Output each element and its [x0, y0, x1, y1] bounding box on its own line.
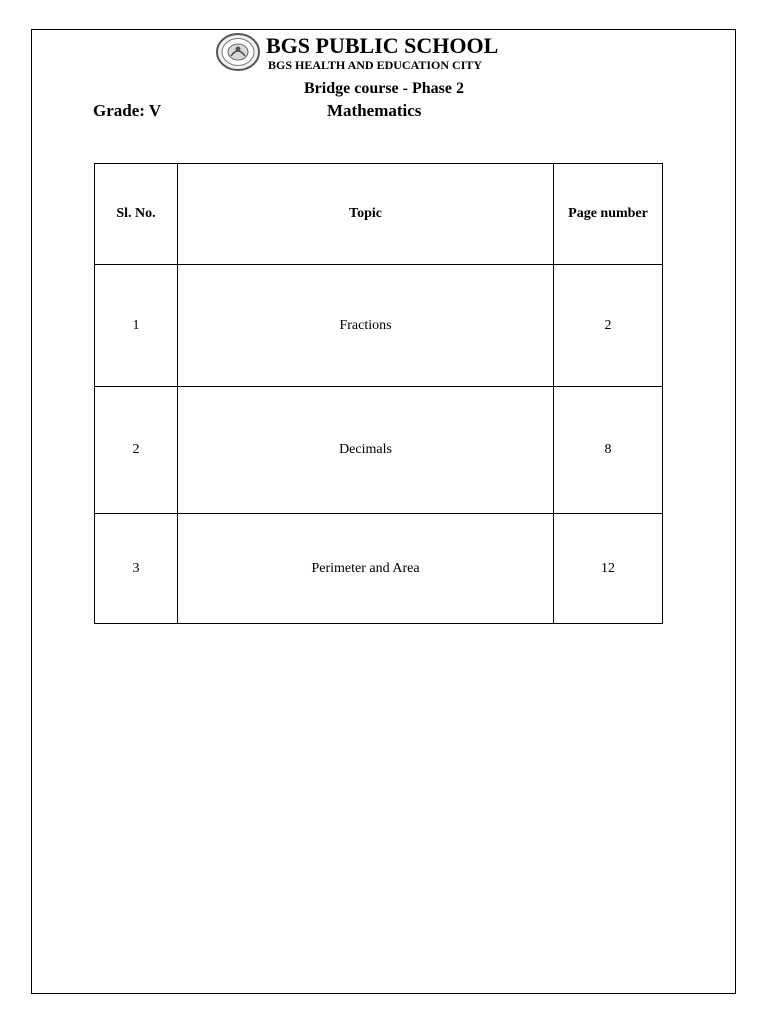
- cell-sl-no: 3: [95, 514, 178, 624]
- grade-label: Grade: V: [93, 101, 162, 120]
- cell-sl-no: 2: [95, 387, 178, 514]
- table-row: [95, 387, 663, 514]
- course-title: Bridge course - Phase 2: [304, 80, 464, 97]
- cell-sl-no: 1: [95, 265, 178, 387]
- cell-topic: Perimeter and Area: [178, 514, 554, 624]
- contents-table: [94, 163, 663, 624]
- cell-topic: Decimals: [178, 387, 554, 514]
- column-header-topic: Topic: [178, 164, 554, 265]
- column-header-sl-no: Sl. No.: [95, 164, 178, 265]
- table-header-row: [95, 164, 663, 265]
- school-subtitle: BGS HEALTH AND EDUCATION CITY: [268, 58, 483, 72]
- subject-label: Mathematics: [327, 101, 422, 120]
- table-row: [95, 514, 663, 624]
- table-row: [95, 265, 663, 387]
- cell-page-number: 8: [554, 387, 663, 514]
- cell-topic: Fractions: [178, 265, 554, 387]
- cell-page-number: 2: [554, 265, 663, 387]
- cell-page-number: 12: [554, 514, 663, 624]
- school-emblem-icon: [216, 33, 260, 71]
- column-header-page-number: Page number: [554, 164, 663, 265]
- school-name: BGS PUBLIC SCHOOL: [266, 33, 499, 58]
